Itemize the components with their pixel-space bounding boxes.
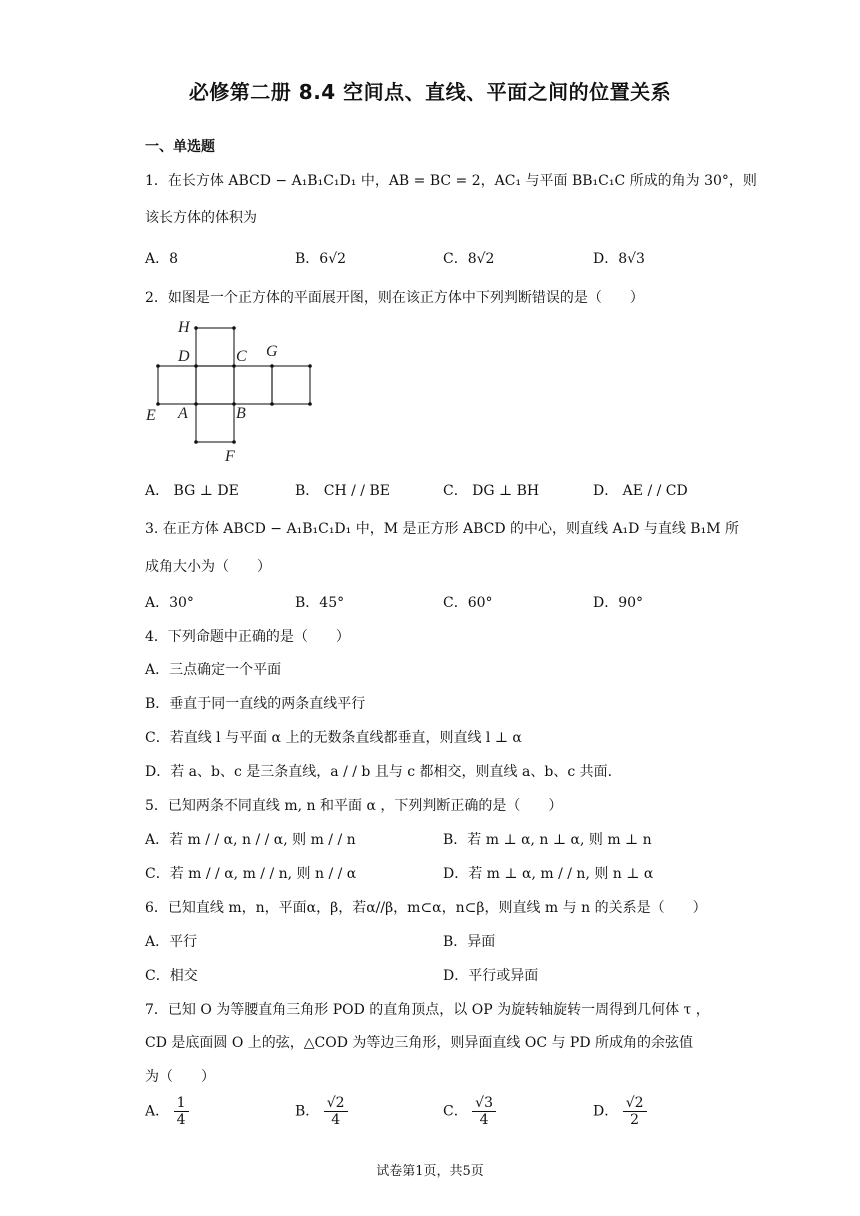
q7-option-a-fraction [174,1095,189,1128]
q4-option-b: B．垂直于同一直线的两条直线平行 [145,696,366,712]
page-footer: 试卷第1页，共5页 [376,1164,484,1179]
q7-option-c-fraction [472,1095,496,1128]
q1-stem-line1: 1．在长方体 ABCD − A₁B₁C₁D₁ 中，AB = BC = 2，AC₁ 与平面 BB₁C₁C 所成的角为 30°，则 [145,173,757,189]
q3-option-b: B．45° [295,595,345,611]
q2-option-d: D． AE / / CD [593,483,688,499]
q7-option-c-letter: C． [443,1103,468,1120]
q1-stem-line2: 该长方体的体积为 [145,210,257,226]
net-label-f: F [225,448,235,465]
q4-option-a: A．三点确定一个平面 [145,662,282,678]
q7-option-a-numerator: 1 [174,1095,189,1112]
q7-option-b-fraction [324,1095,348,1128]
q2-option-c: C． DG ⊥ BH [443,483,540,499]
q7-option-c-numerator: √3 [472,1095,496,1112]
q5-option-d: D．若 m ⊥ α, m / / n, 则 n ⊥ α [443,866,654,882]
q1-option-c: C．8√2 [443,251,495,267]
q7-option-c-denominator: 4 [479,1112,489,1129]
q7-option-d-denominator: 2 [630,1112,640,1129]
q3-stem-line2: 成角大小为（ ） [145,559,271,575]
q7-option-d [593,1095,647,1128]
q3-option-d: D．90° [593,595,644,611]
q2-option-b: B． CH / / BE [295,483,390,499]
q7-option-a-letter: A． [145,1103,170,1120]
q5-option-c: C．若 m / / α, m / / n, 则 n / / α [145,866,357,882]
q4-option-d: D．若 a、b、c 是三条直线，a / / b 且与 c 都相交，则直线 a、b、c 共面. [145,764,613,780]
q7-option-c [443,1095,496,1128]
net-label-a: A [178,405,188,422]
q6-option-b: B．异面 [443,934,496,950]
net-label-c: C [236,348,247,365]
q2-stem: 2．如图是一个正方体的平面展开图，则在该正方体中下列判断错误的是（ ） [145,290,644,306]
q7-option-d-fraction [623,1095,647,1128]
q7-stem-line1: 7．已知 O 为等腰直角三角形 POD 的直角顶点，以 OP 为旋转轴旋转一周得到几何体 τ ， [145,1002,710,1018]
q7-stem-line2: CD 是底面圆 O 上的弦，△COD 为等边三角形，则异面直线 OC 与 PD 所成角的余弦值 [145,1035,694,1051]
net-label-h: H [178,319,190,336]
q7-option-b [295,1095,348,1128]
q6-stem: 6．已知直线 m，n，平面α，β，若α//β，m⊂α，n⊂β，则直线 m 与 n 的关系是（ ） [145,900,707,916]
q1-option-d: D．8√3 [593,251,645,267]
q5-option-b: B．若 m ⊥ α, n ⊥ α, 则 m ⊥ n [443,832,652,848]
q2-option-a: A． BG ⊥ DE [145,483,239,499]
q7-option-a [145,1095,189,1128]
q5-stem: 5．已知两条不同直线 m, n 和平面 α ，下列判断正确的是（ ） [145,798,563,814]
q7-option-b-denominator: 4 [331,1112,341,1129]
q7-option-d-numerator: √2 [623,1095,647,1112]
net-label-d: D [178,348,190,365]
q1-option-b: B．6√2 [295,251,347,267]
q7-option-d-letter: D． [593,1103,619,1120]
net-label-e: E [146,407,156,424]
q1-option-a: A．8 [145,251,179,267]
q3-stem-line1: 3. 在正方体 ABCD − A₁B₁C₁D₁ 中，M 是正方形 ABCD 的中心，则直线 A₁D 与直线 B₁M 所 [145,521,739,537]
q3-option-a: A．30° [145,595,194,611]
net-label-g: G [266,343,278,360]
q5-option-a: A．若 m / / α, n / / α, 则 m / / n [145,832,356,848]
q7-stem-line3: 为（ ） [145,1069,215,1085]
q3-option-c: C．60° [443,595,493,611]
q6-option-d: D．平行或异面 [443,968,539,984]
q4-option-c: C．若直线 l 与平面 α 上的无数条直线都垂直，则直线 l ⊥ α [145,730,522,746]
cube-net-figure [140,312,330,467]
q4-stem: 4．下列命题中正确的是（ ） [145,629,350,645]
net-label-b: B [236,405,246,422]
page-title: 必修第二册 8.4 空间点、直线、平面之间的位置关系 [188,80,672,104]
q7-option-a-denominator: 4 [176,1112,186,1129]
q6-option-a: A．平行 [145,934,198,950]
section-heading: 一、单选题 [145,139,215,155]
q7-option-b-letter: B． [295,1103,320,1120]
q6-option-c: C．相交 [145,968,198,984]
q7-option-b-numerator: √2 [324,1095,348,1112]
